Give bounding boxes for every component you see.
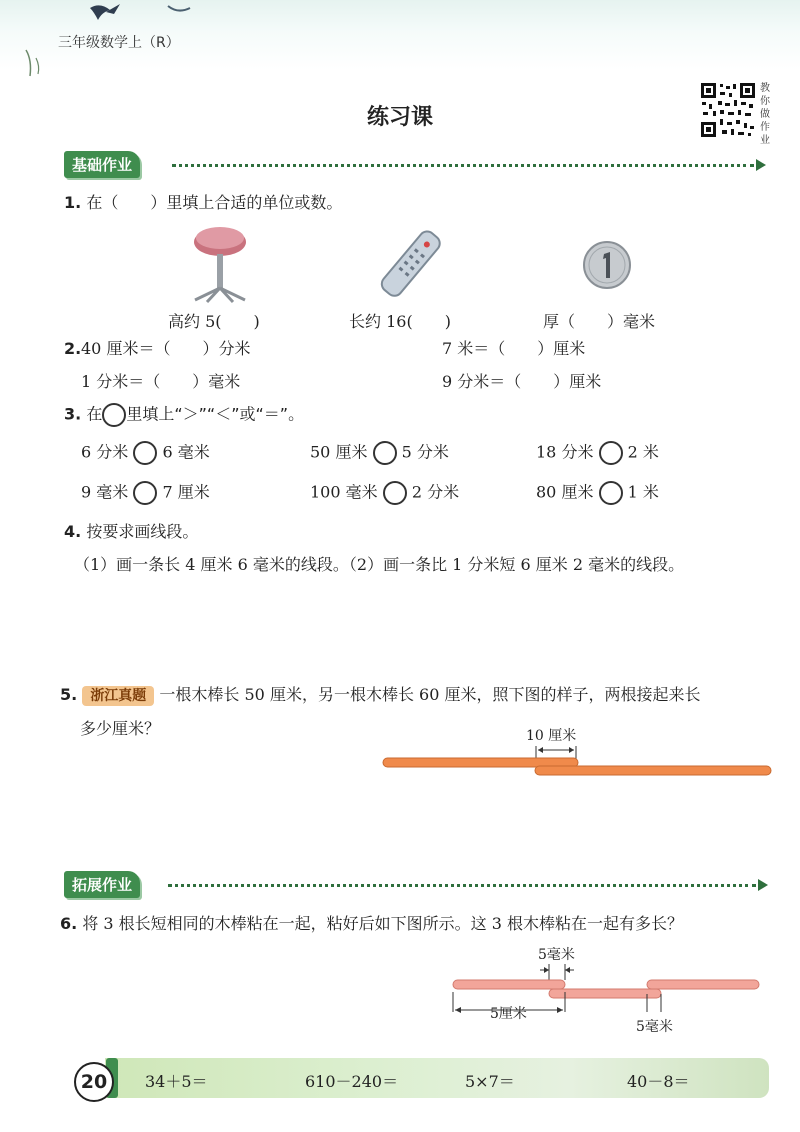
question-text: 将 3 根长短相同的木棒粘在一起，粘好后如下图所示。这 3 根木棒粘在一起有多长？ — [82, 914, 684, 933]
q4-subquestions: （1）画一条长 4 厘米 6 毫米的线段。（2）画一条比 1 分米短 6 厘米 2 毫米的线段。 — [74, 555, 685, 574]
q1-item-coin: 厚（ ）毫米 — [543, 312, 656, 331]
oral-calc-1: 34＋5＝ — [145, 1072, 208, 1091]
answer-circle — [102, 403, 126, 427]
page-number: 20 — [74, 1062, 114, 1102]
question-number: 3. — [64, 404, 82, 424]
pair-right: 6 毫米 — [162, 442, 210, 462]
pair-left: 9 毫米 — [81, 482, 129, 502]
pair-left: 6 分米 — [81, 442, 129, 462]
answer-circle[interactable] — [383, 481, 407, 505]
q2-item-4: 9 分米＝（ ）厘米 — [442, 372, 602, 391]
q1-item-stool: 高约 5( ) — [168, 312, 260, 331]
q1-item-remote: 长约 16( ) — [349, 312, 451, 331]
label-5mm-top: 5毫米 — [538, 947, 575, 963]
question-text: 按要求画线段。 — [86, 522, 199, 541]
question-text: 在 — [86, 404, 103, 424]
question-number: 6. — [60, 914, 78, 933]
two-sticks-diagram — [380, 740, 775, 780]
q2-item-3: 1 分米＝（ ）毫米 — [81, 372, 241, 391]
arrow-right-icon — [756, 159, 766, 171]
question-number: 4. — [64, 522, 82, 541]
pair-right: 7 厘米 — [162, 482, 210, 502]
question-text: 一根木棒长 50 厘米，另一根木棒长 60 厘米，照下图的样子，两根接起来长 — [159, 685, 701, 704]
remote-control-illustration — [375, 228, 445, 298]
question-text: 里填上“＞”“＜”或“＝”。 — [126, 404, 305, 424]
question-5 — [60, 684, 700, 707]
label-5mm-bottom: 5毫米 — [636, 1019, 673, 1035]
pair-right: 5 分米 — [401, 442, 449, 462]
q3-pair-4 — [81, 481, 210, 505]
section-divider — [168, 884, 756, 887]
q2-item-1: 40 厘米＝（ ）分米 — [81, 339, 251, 358]
pair-left: 18 分米 — [536, 442, 594, 462]
pair-right: 1 米 — [627, 482, 659, 502]
q3-pair-5 — [310, 481, 459, 505]
question-2-number: 2. — [64, 339, 82, 358]
question-3 — [64, 403, 304, 427]
question-text: 在（ ）里填上合适的单位或数。 — [86, 193, 343, 212]
section-tag-extend: 拓展作业 — [64, 871, 140, 898]
grade-label: 三年级数学上（R） — [58, 35, 180, 51]
q3-pair-6 — [536, 481, 659, 505]
section-tag-basic: 基础作业 — [64, 151, 140, 178]
q3-pair-3 — [536, 441, 659, 465]
oral-calc-2: 610－240＝ — [305, 1072, 399, 1091]
answer-circle[interactable] — [133, 441, 157, 465]
oral-calc-3: 5×7＝ — [465, 1072, 515, 1091]
question-1 — [64, 192, 342, 214]
q3-pair-2 — [310, 441, 449, 465]
three-sticks-diagram — [448, 960, 766, 1014]
qr-code-icon — [700, 82, 756, 138]
zhejiang-exam-badge: 浙江真题 — [82, 686, 154, 706]
q2-item-2: 7 米＝（ ）厘米 — [442, 339, 586, 358]
pair-left: 100 毫米 — [310, 482, 378, 502]
qr-caption: 教你做作业 — [760, 83, 770, 146]
section-divider — [172, 164, 754, 167]
page-title: 练习课 — [366, 105, 433, 130]
oral-calc-4: 40－8＝ — [627, 1072, 690, 1091]
pair-left: 50 厘米 — [310, 442, 368, 462]
question-5-continued: 多少厘米？ — [80, 719, 161, 738]
label-5cm: 5厘米 — [488, 1003, 529, 1023]
pair-right: 2 米 — [627, 442, 659, 462]
question-number: 1. — [64, 193, 82, 212]
q3-pair-1 — [81, 441, 210, 465]
question-4 — [64, 521, 198, 543]
answer-circle[interactable] — [373, 441, 397, 465]
answer-circle[interactable] — [599, 481, 623, 505]
answer-circle[interactable] — [599, 441, 623, 465]
one-yuan-coin-illustration — [582, 240, 632, 290]
stool-illustration — [185, 222, 255, 304]
question-6 — [60, 913, 683, 935]
answer-circle[interactable] — [133, 481, 157, 505]
arrow-right-icon — [758, 879, 768, 891]
overlap-label: 10 厘米 — [526, 728, 577, 744]
pair-left: 80 厘米 — [536, 482, 594, 502]
pair-right: 2 分米 — [411, 482, 460, 502]
question-number: 5. — [60, 685, 78, 704]
